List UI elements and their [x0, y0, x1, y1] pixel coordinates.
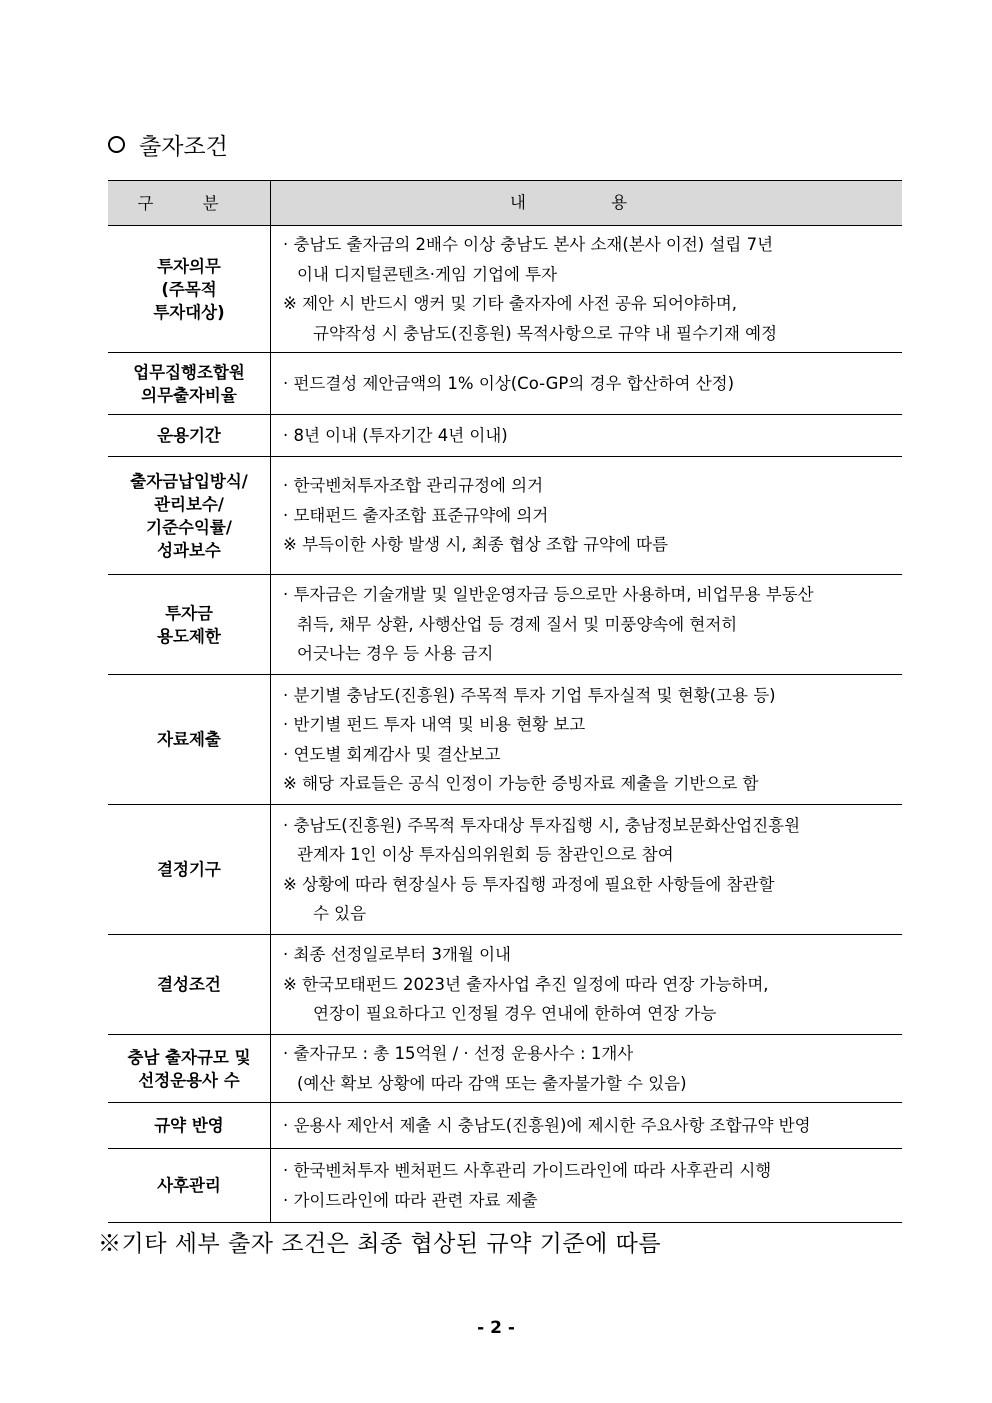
content-line: · 가이드라인에 따라 관련 자료 제출	[283, 1190, 538, 1210]
category-line: 선정운용사 수	[138, 1070, 240, 1090]
row-category	[108, 1035, 271, 1103]
row-category	[108, 805, 271, 935]
row-category	[108, 575, 271, 675]
row-category	[108, 226, 271, 353]
category-line: 충남 출자규모 및	[127, 1047, 251, 1067]
content-line: · 한국벤처투자조합 관리규정에 의거	[283, 476, 544, 496]
table-row	[108, 457, 902, 575]
category-line: 투자의무	[157, 256, 221, 276]
section-heading	[108, 128, 228, 161]
row-category	[108, 1149, 271, 1223]
header-content: 내 용	[271, 181, 903, 226]
row-content	[271, 353, 903, 415]
content-line: · 8년 이내 (투자기간 4년 이내)	[283, 425, 508, 445]
content-line: 취득, 채무 상환, 사행산업 등 경제 질서 및 미풍양속에 현저히	[297, 614, 738, 634]
category-line: 관리보수/	[154, 494, 224, 514]
content-line: · 충남도 출자금의 2배수 이상 충남도 본사 소재(본사 이전) 설립 7년	[283, 235, 774, 254]
category-line: 운용기간	[157, 426, 221, 445]
content-line: · 펀드결성 제안금액의 1% 이상(Co-GP의 경우 합산하여 산정)	[283, 373, 735, 393]
row-content	[271, 805, 903, 935]
category-line: 출자금납입방식/	[130, 471, 248, 491]
row-category	[108, 675, 271, 805]
footnote: ※기타 세부 출자 조건은 최종 협상된 규약 기준에 따름	[98, 1231, 662, 1257]
category-line: 결성조건	[157, 975, 221, 994]
table-header-row	[108, 181, 902, 226]
row-content	[271, 415, 903, 457]
table-row	[108, 575, 902, 675]
table-row	[108, 1035, 902, 1103]
category-line: 의무출자비율	[141, 385, 237, 405]
row-content	[271, 575, 903, 675]
row-content	[271, 935, 903, 1035]
category-line: 투자금	[165, 603, 213, 623]
content-line: · 분기별 충남도(진흥원) 주목적 투자 기업 투자실적 및 현황(고용 등)	[283, 685, 776, 705]
header-category: 구 분	[108, 181, 271, 226]
table-row	[108, 805, 902, 935]
content-line: 이내 디지털콘텐츠·게임 기업에 투자	[297, 264, 558, 284]
category-line: 자료제출	[157, 730, 221, 749]
content-line: · 연도별 회계감사 및 결산보고	[283, 744, 501, 764]
content-line: 관계자 1인 이상 투자심의위원회 등 참관인으로 참여	[297, 845, 674, 864]
category-line: 결정기구	[157, 860, 221, 879]
investment-conditions-table	[108, 180, 902, 1223]
row-category	[108, 415, 271, 457]
table-row	[108, 935, 902, 1035]
table-row	[108, 415, 902, 457]
content-line: · 운용사 제안서 제출 시 충남도(진흥원)에 제시한 주요사항 조합규약 반영	[283, 1115, 811, 1135]
row-content	[271, 1103, 903, 1149]
content-line: · 충남도(진흥원) 주목적 투자대상 투자집행 시, 충남정보문화산업진흥원	[283, 815, 801, 835]
row-category	[108, 457, 271, 575]
content-line: ※ 상황에 따라 현장실사 등 투자집행 과정에 필요한 사항들에 참관할	[283, 874, 775, 894]
content-line: · 최종 선정일로부터 3개월 이내	[283, 945, 511, 965]
category-line: 규약 반영	[154, 1116, 224, 1135]
row-content	[271, 226, 903, 353]
content-line: · 모태펀드 출자조합 표준규약에 의거	[283, 505, 549, 525]
category-line: 용도제한	[157, 626, 221, 646]
table-row	[108, 1103, 902, 1149]
row-content	[271, 675, 903, 805]
content-line: ※ 제안 시 반드시 앵커 및 기타 출자자에 사전 공유 되어야하며,	[283, 294, 738, 313]
section-title: 출자조건	[139, 134, 228, 160]
row-category	[108, 935, 271, 1035]
table-row	[108, 1149, 902, 1223]
content-line: 연장이 필요하다고 인정될 경우 연내에 한하여 연장 가능	[313, 1004, 717, 1024]
content-line: · 한국벤처투자 벤처펀드 사후관리 가이드라인에 따라 사후관리 시행	[283, 1161, 772, 1180]
category-line: 성과보수	[157, 540, 221, 560]
table-row	[108, 675, 902, 805]
category-line: (주목적	[161, 279, 217, 299]
table-row	[108, 353, 902, 415]
category-line: 업무집행조합원	[133, 362, 245, 382]
content-line: · 반기별 펀드 투자 내역 및 비용 현황 보고	[283, 715, 586, 734]
row-content	[271, 457, 903, 575]
content-line: (예산 확보 상황에 따라 감액 또는 출자불가할 수 있음)	[297, 1073, 687, 1093]
table-row	[108, 226, 902, 353]
content-line: ※ 해당 자료들은 공식 인정이 가능한 증빙자료 제출을 기반으로 함	[283, 774, 759, 793]
row-content	[271, 1035, 903, 1103]
circle-bullet-icon	[108, 136, 125, 153]
content-line: ※ 한국모태펀드 2023년 출자사업 추진 일정에 따라 연장 가능하며,	[283, 974, 769, 994]
category-line: 사후관리	[157, 1176, 221, 1195]
row-content	[271, 1149, 903, 1223]
content-line: 어긋나는 경우 등 사용 금지	[297, 644, 494, 664]
content-line: ※ 부득이한 사항 발생 시, 최종 협상 조합 규약에 따름	[283, 535, 669, 555]
page-number: - 2 -	[477, 1318, 515, 1338]
content-line: 수 있음	[313, 904, 367, 923]
row-category	[108, 1103, 271, 1149]
content-line: · 투자금은 기술개발 및 일반운영자금 등으로만 사용하며, 비업무용 부동산	[283, 585, 814, 605]
row-category	[108, 353, 271, 415]
content-line: · 출자규모 : 총 15억원 / · 선정 운용사수 : 1개사	[283, 1044, 634, 1063]
category-line: 기준수익률/	[146, 517, 232, 537]
content-line: 규약작성 시 충남도(진흥원) 목적사항으로 규약 내 필수기재 예정	[313, 323, 778, 343]
category-line: 투자대상)	[153, 302, 225, 322]
